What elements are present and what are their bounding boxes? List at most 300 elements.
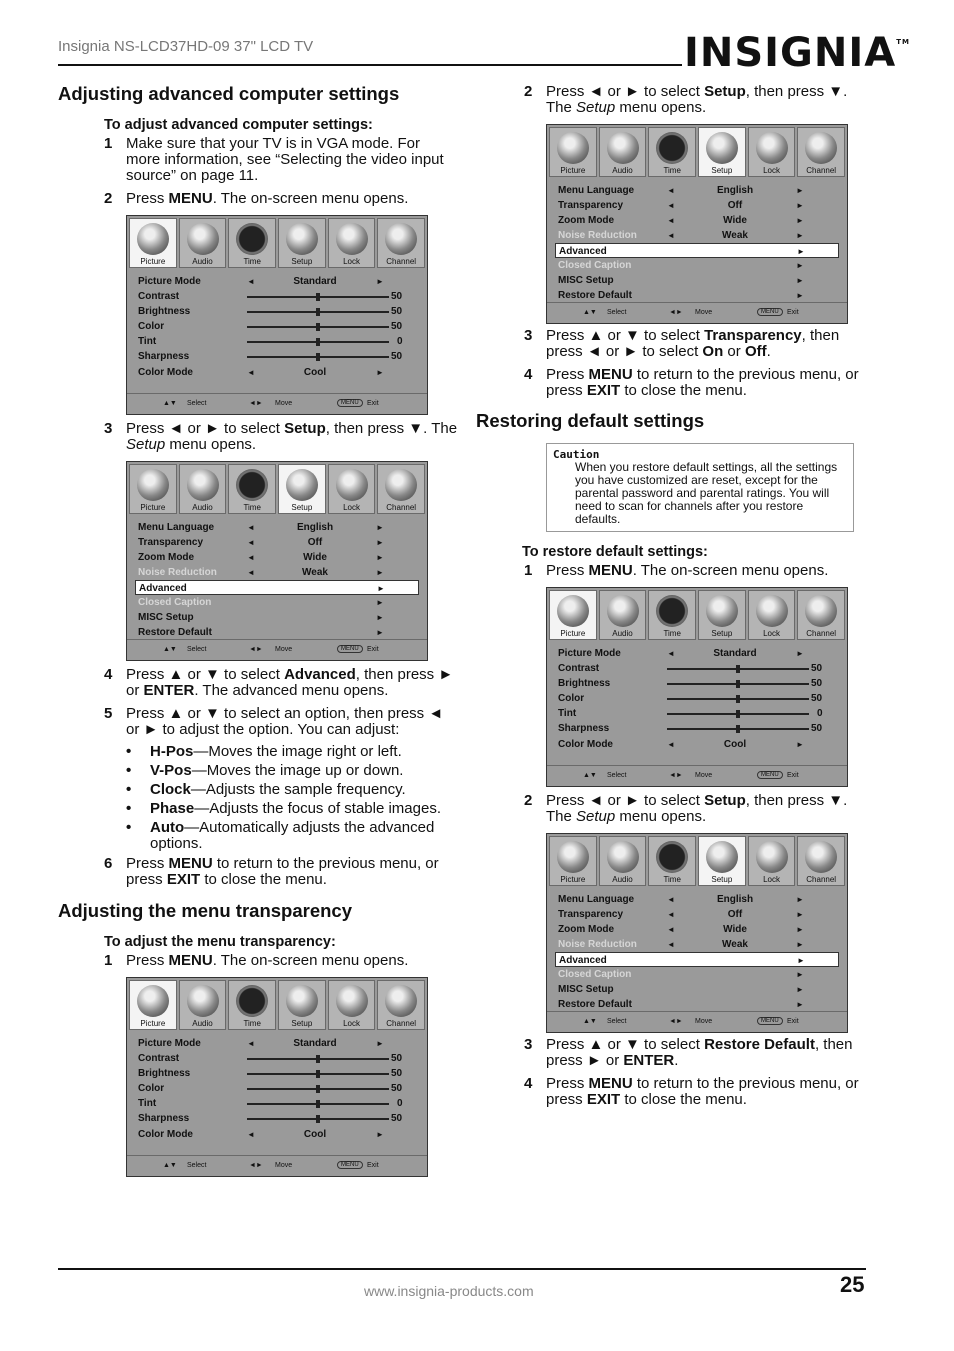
tab-setup xyxy=(698,836,746,886)
updown-icon: ▲▼ xyxy=(163,1162,177,1169)
exit-hint: Exit xyxy=(787,1018,799,1025)
tab-picture xyxy=(129,980,177,1030)
leftright-icon: ◄► xyxy=(249,400,263,407)
right-arrow-icon: ► xyxy=(797,956,805,965)
row-label: Color Mode xyxy=(138,367,193,378)
row-label: Menu Language xyxy=(558,185,635,196)
menu-key-icon: MENU xyxy=(757,771,783,779)
row-label: Picture Mode xyxy=(138,1038,201,1049)
menu-tabs xyxy=(129,218,425,268)
left-arrow-icon: ◄ xyxy=(667,910,675,919)
left-arrow-icon: ◄ xyxy=(667,186,675,195)
brightness-row xyxy=(555,676,839,691)
row-label: Menu Language xyxy=(558,894,635,905)
tab-lock xyxy=(328,980,376,1030)
contrast-row xyxy=(555,661,839,676)
list-item: • Auto—Automatically adjusts the advanced options. xyxy=(126,819,435,852)
row-value: 50 xyxy=(811,678,823,689)
restore-default-row xyxy=(555,288,839,303)
row-label: Picture Mode xyxy=(558,648,621,659)
setup-menu-screenshot xyxy=(546,124,848,324)
slider-track xyxy=(247,326,389,328)
tint-row xyxy=(135,334,419,349)
tab-channel xyxy=(797,127,845,177)
exit-hint: Exit xyxy=(367,400,379,407)
tab-label: Time xyxy=(663,166,681,175)
tab-audio xyxy=(179,218,227,268)
noise-reduction-row xyxy=(135,565,419,580)
step-4: 4 Press MENU to return to the previous menu, or press EXIT to close the menu. xyxy=(524,366,859,399)
row-value: 50 xyxy=(391,351,403,362)
setup-icon xyxy=(286,469,318,501)
step-4: 4 Press MENU to return to the previous menu, or press EXIT to close the menu. xyxy=(524,1075,859,1108)
right-arrow-icon: ► xyxy=(376,368,384,377)
picture-mode-row xyxy=(555,646,839,661)
right-arrow-icon: ► xyxy=(376,598,384,607)
row-label: Zoom Mode xyxy=(558,924,615,935)
slider-knob xyxy=(316,1100,320,1108)
exit-hint: Exit xyxy=(367,1162,379,1169)
tab-channel xyxy=(377,218,425,268)
row-label: Restore Default xyxy=(558,999,632,1010)
right-arrow-icon: ► xyxy=(376,568,384,577)
menu-tabs xyxy=(549,590,845,640)
slider-knob xyxy=(316,1115,320,1123)
row-label: MISC Setup xyxy=(138,612,194,623)
leftright-icon: ◄► xyxy=(669,309,683,316)
right-arrow-icon: ► xyxy=(797,247,805,256)
slider-knob xyxy=(736,665,740,673)
procedure-title: To adjust advanced computer settings: xyxy=(104,117,373,133)
slider-track xyxy=(247,1073,389,1075)
row-value: 50 xyxy=(391,1068,403,1079)
left-arrow-icon: ◄ xyxy=(667,895,675,904)
slider-knob xyxy=(316,353,320,361)
right-arrow-icon: ► xyxy=(376,628,384,637)
tab-label: Setup xyxy=(711,629,733,638)
transparency-row xyxy=(555,198,839,213)
setup-icon xyxy=(286,223,318,255)
clock-icon xyxy=(236,985,268,1017)
tab-setup xyxy=(698,127,746,177)
right-arrow-icon: ► xyxy=(796,291,804,300)
tab-channel xyxy=(797,836,845,886)
left-arrow-icon: ◄ xyxy=(667,231,675,240)
tab-picture xyxy=(129,464,177,514)
menu-tabs xyxy=(549,836,845,886)
lock-icon xyxy=(336,469,368,501)
tab-label: Audio xyxy=(612,166,633,175)
tab-label: Time xyxy=(663,629,681,638)
picture-icon xyxy=(137,223,169,255)
zoom-mode-row xyxy=(555,922,839,937)
row-label: Color Mode xyxy=(138,1129,193,1140)
slider-track xyxy=(247,1058,389,1060)
row-label: Brightness xyxy=(138,1068,191,1079)
closed-caption-row xyxy=(135,595,419,610)
tab-label: Lock xyxy=(343,257,360,266)
move-hint: Move xyxy=(695,772,713,779)
setup-icon xyxy=(706,132,738,164)
tab-label: Time xyxy=(243,257,261,266)
left-arrow-icon: ◄ xyxy=(247,553,255,562)
row-label: Color Mode xyxy=(558,739,613,750)
updown-icon: ▲▼ xyxy=(163,400,177,407)
tab-label: Audio xyxy=(192,257,213,266)
select-hint: Select xyxy=(607,309,627,316)
left-arrow-icon: ◄ xyxy=(247,277,255,286)
tab-channel xyxy=(377,464,425,514)
caution-text: When you restore default settings, all the settings you have customized are reset, except for the parental password and parental ratings. You will need to scan for channels after you restore defaults. xyxy=(575,460,838,526)
misc-setup-row xyxy=(135,610,419,625)
right-arrow-icon: ► xyxy=(796,940,804,949)
row-value: Wide xyxy=(723,215,747,226)
menu-key-icon: MENU xyxy=(757,308,783,316)
row-label: Restore Default xyxy=(558,290,632,301)
picture-mode-row xyxy=(135,274,419,289)
row-value: Weak xyxy=(722,939,748,950)
sharpness-row xyxy=(135,349,419,364)
caution-title: Caution xyxy=(553,448,600,461)
select-hint: Select xyxy=(607,1018,627,1025)
lock-icon xyxy=(336,985,368,1017)
tab-time xyxy=(648,127,696,177)
row-value: 50 xyxy=(391,321,403,332)
row-label: Color xyxy=(558,693,585,704)
clock-icon xyxy=(236,223,268,255)
tab-channel xyxy=(797,590,845,640)
picture-menu-screenshot xyxy=(126,215,428,415)
row-label: Advanced xyxy=(139,583,187,594)
slider-track xyxy=(667,713,809,715)
right-arrow-icon: ► xyxy=(796,261,804,270)
caution-box xyxy=(546,443,854,532)
left-arrow-icon: ◄ xyxy=(247,1130,255,1139)
row-label: Picture Mode xyxy=(138,276,201,287)
row-label: Color xyxy=(138,321,165,332)
right-arrow-icon: ► xyxy=(796,985,804,994)
slider-knob xyxy=(736,680,740,688)
lock-icon xyxy=(336,223,368,255)
setup-menu-screenshot xyxy=(126,461,428,661)
menu-key-icon: MENU xyxy=(337,645,363,653)
right-arrow-icon: ► xyxy=(376,277,384,286)
picture-icon xyxy=(557,132,589,164)
color-row xyxy=(135,1081,419,1096)
row-value: 50 xyxy=(391,1113,403,1124)
menu-footer xyxy=(127,393,427,414)
satellite-icon xyxy=(385,985,417,1017)
step-4: 4 Press ▲ or ▼ to select Advanced, then press ► or ENTER. The advanced menu opens. xyxy=(104,666,454,699)
advanced-row xyxy=(555,952,839,967)
row-label: Color xyxy=(138,1083,165,1094)
left-arrow-icon: ◄ xyxy=(667,940,675,949)
brightness-row xyxy=(135,1066,419,1081)
tab-label: Channel xyxy=(386,503,417,512)
row-value: 50 xyxy=(391,1083,403,1094)
row-label: Contrast xyxy=(138,1053,180,1064)
left-arrow-icon: ◄ xyxy=(247,368,255,377)
menu-key-icon: MENU xyxy=(337,1161,363,1169)
procedure-title: To adjust the menu transparency: xyxy=(104,934,336,950)
left-arrow-icon: ◄ xyxy=(667,216,675,225)
misc-setup-row xyxy=(555,273,839,288)
tab-label: Picture xyxy=(560,875,586,884)
tab-time xyxy=(648,836,696,886)
tab-picture xyxy=(549,127,597,177)
right-column xyxy=(476,84,871,1108)
trademark: TM xyxy=(896,38,910,46)
step-1: 1 Press MENU. The on-screen menu opens. xyxy=(104,952,409,969)
tab-label: Time xyxy=(663,875,681,884)
row-label: Sharpness xyxy=(138,1113,190,1124)
tab-lock xyxy=(328,464,376,514)
row-value: Standard xyxy=(293,1038,337,1049)
slider-knob xyxy=(316,323,320,331)
row-label: Transparency xyxy=(558,200,624,211)
page-number: 25 xyxy=(840,1272,865,1297)
tab-audio xyxy=(179,980,227,1030)
step-text: Make sure that your TV is in VGA mode. For more information, see “Selecting the video input source” on page 11. xyxy=(126,135,444,184)
insignia-logo xyxy=(684,30,910,76)
clock-icon xyxy=(656,132,688,164)
tab-label: Setup xyxy=(711,166,733,175)
color-row xyxy=(135,319,419,334)
row-value: 0 xyxy=(397,1098,403,1109)
lock-icon xyxy=(756,841,788,873)
tint-row xyxy=(135,1096,419,1111)
row-label: Transparency xyxy=(558,909,624,920)
row-value: 0 xyxy=(397,336,403,347)
tab-label: Picture xyxy=(140,257,166,266)
picture-icon xyxy=(137,469,169,501)
right-arrow-icon: ► xyxy=(796,925,804,934)
row-value: Off xyxy=(307,537,323,548)
step-3: 3 Press ▲ or ▼ to select Restore Default, then press ► or ENTER. xyxy=(524,1036,853,1069)
tab-label: Lock xyxy=(763,166,780,175)
row-label: Closed Caption xyxy=(558,969,632,980)
row-label: Brightness xyxy=(558,678,611,689)
lock-icon xyxy=(756,595,788,627)
zoom-mode-row xyxy=(555,213,839,228)
advanced-row xyxy=(555,243,839,258)
row-label: Sharpness xyxy=(558,723,610,734)
picture-menu-screenshot xyxy=(126,977,428,1177)
setup-icon xyxy=(286,985,318,1017)
tab-time xyxy=(228,218,276,268)
row-label: Advanced xyxy=(559,955,607,966)
clock-icon xyxy=(656,595,688,627)
picture-menu-rows xyxy=(135,274,419,380)
updown-icon: ▲▼ xyxy=(163,646,177,653)
setup-icon xyxy=(706,595,738,627)
transparency-row xyxy=(135,535,419,550)
row-value: 50 xyxy=(811,663,823,674)
color-row xyxy=(555,691,839,706)
move-hint: Move xyxy=(695,309,713,316)
tab-label: Picture xyxy=(140,503,166,512)
row-label: Closed Caption xyxy=(558,260,632,271)
row-label: Advanced xyxy=(559,246,607,257)
tab-audio xyxy=(599,127,647,177)
tab-setup xyxy=(698,590,746,640)
slider-track xyxy=(667,683,809,685)
updown-icon: ▲▼ xyxy=(583,1018,597,1025)
right-arrow-icon: ► xyxy=(376,523,384,532)
row-value: 50 xyxy=(391,306,403,317)
exit-hint: Exit xyxy=(787,309,799,316)
row-value: Standard xyxy=(713,648,757,659)
headphones-icon xyxy=(187,985,219,1017)
tab-audio xyxy=(179,464,227,514)
tab-label: Lock xyxy=(343,1019,360,1028)
tab-time xyxy=(228,464,276,514)
brightness-row xyxy=(135,304,419,319)
row-value: 50 xyxy=(811,693,823,704)
row-label: Tint xyxy=(138,336,157,347)
contrast-row xyxy=(135,1051,419,1066)
menu-footer xyxy=(547,302,847,323)
left-arrow-icon: ◄ xyxy=(247,568,255,577)
tab-label: Time xyxy=(243,1019,261,1028)
row-value: Cool xyxy=(303,1129,327,1140)
slider-knob xyxy=(316,1070,320,1078)
row-label: Tint xyxy=(138,1098,157,1109)
tab-time xyxy=(648,590,696,640)
slider-track xyxy=(667,698,809,700)
section-title: Restoring default settings xyxy=(476,410,705,431)
tab-lock xyxy=(748,127,796,177)
zoom-mode-row xyxy=(135,550,419,565)
row-value: 0 xyxy=(817,708,823,719)
tab-label: Picture xyxy=(560,166,586,175)
row-label: Transparency xyxy=(138,537,204,548)
tab-label: Setup xyxy=(291,257,313,266)
tab-picture xyxy=(129,218,177,268)
right-arrow-icon: ► xyxy=(796,970,804,979)
setup-icon xyxy=(706,841,738,873)
row-value: 50 xyxy=(391,291,403,302)
tab-label: Channel xyxy=(386,1019,417,1028)
row-label: Brightness xyxy=(138,306,191,317)
slider-track xyxy=(247,341,389,343)
tab-audio xyxy=(599,590,647,640)
tab-label: Picture xyxy=(560,629,586,638)
picture-menu-rows xyxy=(555,646,839,752)
updown-icon: ▲▼ xyxy=(583,772,597,779)
tab-setup xyxy=(278,218,326,268)
right-arrow-icon: ► xyxy=(377,584,385,593)
row-label: Contrast xyxy=(138,291,180,302)
tab-label: Channel xyxy=(386,257,417,266)
picture-icon xyxy=(137,985,169,1017)
procedure-title: To restore default settings: xyxy=(522,544,708,560)
left-column xyxy=(58,80,458,1177)
picture-menu-rows xyxy=(135,1036,419,1142)
menu-tabs xyxy=(129,464,425,514)
section-title: Adjusting advanced computer settings xyxy=(58,83,400,104)
row-label: MISC Setup xyxy=(558,984,614,995)
row-label: Noise Reduction xyxy=(138,567,217,578)
tab-label: Audio xyxy=(612,875,633,884)
right-arrow-icon: ► xyxy=(796,186,804,195)
menu-footer xyxy=(547,765,847,786)
menu-language-row xyxy=(555,183,839,198)
right-arrow-icon: ► xyxy=(376,613,384,622)
leftright-icon: ◄► xyxy=(669,772,683,779)
row-label: Sharpness xyxy=(138,351,190,362)
right-arrow-icon: ► xyxy=(376,1130,384,1139)
step-2: 2 Press ◄ or ► to select Setup, then press ▼. The Setup menu opens. xyxy=(524,83,848,116)
move-hint: Move xyxy=(275,1162,293,1169)
satellite-icon xyxy=(385,223,417,255)
slider-track xyxy=(247,356,389,358)
right-arrow-icon: ► xyxy=(796,649,804,658)
slider-track xyxy=(667,668,809,670)
tab-label: Setup xyxy=(291,503,313,512)
tab-label: Setup xyxy=(711,875,733,884)
right-arrow-icon: ► xyxy=(796,910,804,919)
step-2: 2 Press ◄ or ► to select Setup, then press ▼. The Setup menu opens. xyxy=(524,792,848,825)
step-1: 1 Press MENU. The on-screen menu opens. xyxy=(524,562,829,579)
slider-knob xyxy=(736,725,740,733)
headphones-icon xyxy=(187,223,219,255)
footer-url: www.insignia-products.com xyxy=(364,1283,534,1299)
tab-label: Lock xyxy=(763,629,780,638)
row-label: Tint xyxy=(558,708,577,719)
menu-language-row xyxy=(555,892,839,907)
color-mode-row xyxy=(135,1127,419,1142)
row-label: Noise Reduction xyxy=(558,939,637,950)
section-title: Adjusting the menu transparency xyxy=(58,900,352,921)
select-hint: Select xyxy=(187,1162,207,1169)
left-arrow-icon: ◄ xyxy=(667,925,675,934)
picture-icon xyxy=(557,595,589,627)
right-arrow-icon: ► xyxy=(796,740,804,749)
sharpness-row xyxy=(555,721,839,736)
slider-knob xyxy=(316,338,320,346)
tab-setup xyxy=(278,464,326,514)
slider-knob xyxy=(316,293,320,301)
leftright-icon: ◄► xyxy=(249,1162,263,1169)
headphones-icon xyxy=(187,469,219,501)
row-value: 50 xyxy=(391,1053,403,1064)
tab-label: Audio xyxy=(612,629,633,638)
right-arrow-icon: ► xyxy=(376,538,384,547)
tab-lock xyxy=(748,836,796,886)
color-mode-row xyxy=(135,365,419,380)
left-arrow-icon: ◄ xyxy=(667,649,675,658)
row-label: Closed Caption xyxy=(138,597,212,608)
menu-footer xyxy=(547,1011,847,1032)
step-3: 3 Press ◄ or ► to select Setup, then press ▼. The Setup menu opens. xyxy=(104,420,458,453)
slider-knob xyxy=(736,695,740,703)
move-hint: Move xyxy=(275,400,293,407)
row-value: Weak xyxy=(302,567,328,578)
slider-track xyxy=(247,1088,389,1090)
tab-label: Audio xyxy=(192,1019,213,1028)
right-arrow-icon: ► xyxy=(796,231,804,240)
row-label: Menu Language xyxy=(138,522,215,533)
step-5: 5 Press ▲ or ▼ to select an option, then press ◄ or ► to adjust the option. You can adjust: xyxy=(104,705,444,738)
row-label: Restore Default xyxy=(138,627,212,638)
left-arrow-icon: ◄ xyxy=(247,1039,255,1048)
headphones-icon xyxy=(607,132,639,164)
left-arrow-icon: ◄ xyxy=(247,523,255,532)
step-2: 2 Press MENU. The on-screen menu opens. xyxy=(104,190,409,207)
right-arrow-icon: ► xyxy=(796,216,804,225)
menu-tabs xyxy=(129,980,425,1030)
